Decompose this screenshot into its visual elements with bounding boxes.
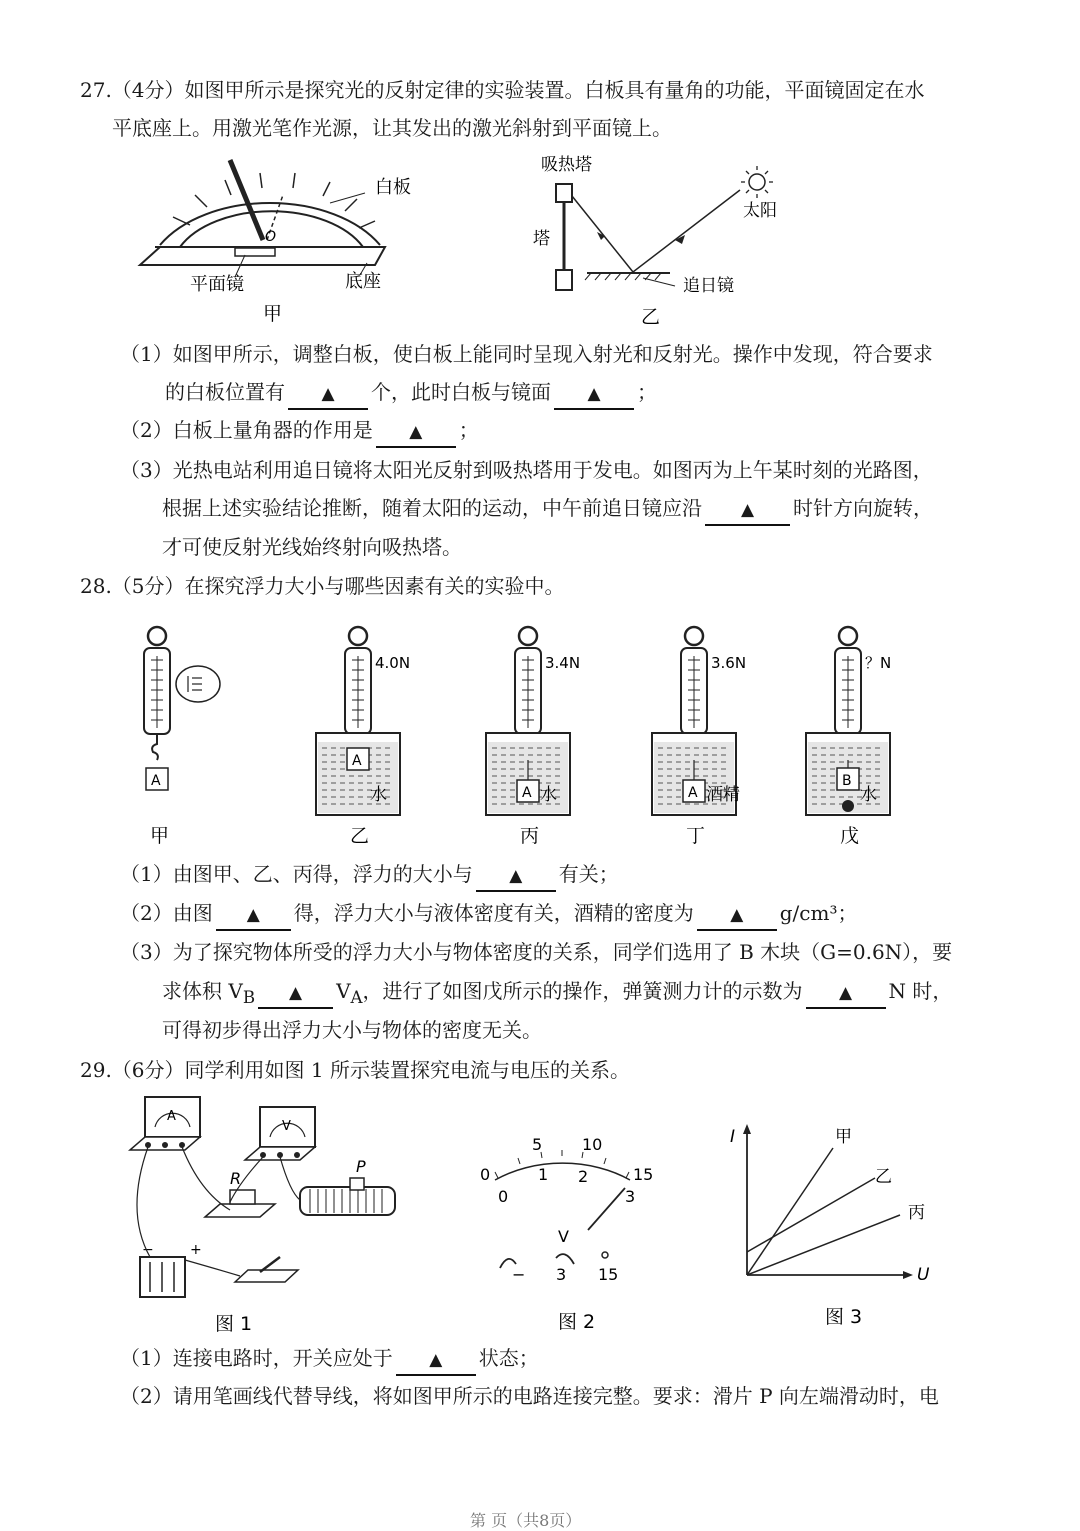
caption-fig1: 图 1: [215, 1313, 253, 1335]
label-tower: 塔: [533, 229, 550, 249]
scale-reading: ？N: [865, 654, 892, 672]
block-label: A: [151, 773, 161, 789]
spring-scale-figure-ding: [636, 620, 776, 850]
circuit-figure: [120, 1092, 420, 1337]
liquid-label: 水: [540, 785, 557, 805]
slider-label: P: [356, 1157, 366, 1176]
label-board: 白板: [375, 177, 411, 198]
q27-part3-line3: 才可使反射光线始终射向吸热塔。: [162, 535, 462, 559]
q28-p3-text1: 求体积 V: [162, 979, 243, 1003]
scale-reading: 3.6N: [711, 654, 747, 672]
q27-p3-text2: 时针方向旋转，: [793, 496, 933, 520]
q28-part3-line1: （3）为了探究物体所受的浮力大小与物体密度的关系，同学们选用了 B 木块（G=0.6N），要: [120, 940, 953, 964]
label-o: O: [265, 229, 277, 245]
block-label: A: [522, 785, 532, 801]
q28-part2: [120, 899, 857, 931]
q27-part3-line2: [162, 494, 933, 526]
q28-p2-text1: （2）由图: [120, 901, 213, 925]
q28-stem: 28.（5分）在探究浮力大小与哪些因素有关的实验中。: [80, 574, 565, 598]
caption: 甲: [150, 825, 170, 847]
q27-stem-line2: 平底座上。用激光笔作光源，让其发出的激光斜射到平面镜上。: [112, 116, 672, 140]
voltmeter-label: V: [282, 1119, 291, 1134]
terminal-3: 3: [556, 1265, 567, 1284]
answer-blank[interactable]: [258, 977, 333, 1009]
caption: 戊: [840, 825, 860, 847]
caption: 乙: [350, 825, 370, 847]
caption: 丙: [520, 825, 540, 847]
scale-top-0: 0: [480, 1165, 491, 1184]
block-label: A: [688, 785, 698, 801]
sinker: [842, 800, 854, 812]
q27-figure-tower: [525, 148, 795, 330]
caption-fig2: 图 2: [558, 1311, 596, 1333]
q29-part1: [120, 1344, 539, 1376]
label-tower-top: 吸热塔: [541, 155, 592, 175]
answer-blank[interactable]: [554, 378, 634, 410]
battery-minus: −: [142, 1242, 154, 1258]
battery-plus: +: [190, 1242, 202, 1258]
q28-part3-line2: [162, 977, 952, 1012]
liquid-label: 水: [370, 785, 387, 805]
terminal-15: 15: [598, 1265, 619, 1284]
q27-part1-line2: [165, 378, 657, 410]
iu-graph-figure: [725, 1120, 960, 1340]
q27-part2: [120, 416, 479, 448]
q28-p2-text3: g/cm³；: [779, 901, 858, 925]
label-line-jia: 甲: [835, 1127, 852, 1147]
sub-b: B: [242, 988, 256, 1007]
scale-top-15: 15: [633, 1165, 654, 1184]
q29-p1-text1: （1）连接电路时，开关应处于: [120, 1346, 393, 1370]
axis-y: I: [730, 1127, 736, 1147]
q29-stem: 29.（6分）同学利用如图 1 所示装置探究电流与电压的关系。: [80, 1058, 630, 1082]
scale-bottom-2: 2: [578, 1167, 589, 1186]
q28-p1-text1: （1）由图甲、乙、丙得，浮力的大小与: [120, 862, 473, 886]
scale-bottom-0: 0: [498, 1187, 509, 1206]
label-line-bing: 丙: [908, 1203, 925, 1223]
voltmeter-scale-figure: [470, 1130, 670, 1340]
q28-part1: [120, 860, 619, 892]
scale-bottom-3: 3: [625, 1187, 636, 1206]
label-base: 底座: [345, 271, 381, 292]
answer-blank[interactable]: [705, 494, 790, 526]
sub-a: A: [350, 988, 363, 1007]
spring-scale-figure-bing: [470, 620, 610, 850]
q27-stem-line1: 27.（4分）如图甲所示是探究光的反射定律的实验装置。白板具有量角的功能，平面镜固定在水: [80, 78, 925, 102]
q27-p2-text1: （2）白板上量角器的作用是: [120, 418, 373, 442]
q27-part3-line1: （3）光热电站利用追日镜将太阳光反射到吸热塔用于发电。如图丙为上午某时刻的光路图，: [120, 458, 933, 482]
caption-fig3: 图 3: [825, 1306, 863, 1328]
caption-yi: 乙: [641, 306, 661, 328]
label-mirror: 平面镜: [190, 274, 244, 295]
q28-p1-text2: 有关；: [558, 862, 619, 886]
block-label: A: [352, 753, 362, 769]
label-tracking-mirror: 追日镜: [683, 276, 734, 296]
liquid-label: 水: [860, 785, 877, 805]
answer-blank[interactable]: [288, 378, 368, 410]
caption: 丁: [686, 825, 706, 847]
answer-blank[interactable]: [376, 416, 456, 448]
scale-bottom-1: 1: [538, 1165, 549, 1184]
q28-p3-text3: ，进行了如图戊所示的操作，弹簧测力计的示数为: [362, 979, 803, 1003]
meter-label: V: [558, 1227, 569, 1246]
resistor-label: R: [230, 1169, 242, 1188]
ammeter-label: A: [167, 1109, 176, 1124]
page-footer: 第 页（共8页）: [470, 1511, 582, 1530]
q27-p1-text3: ；: [637, 380, 657, 404]
axis-x: U: [917, 1265, 930, 1285]
q29-part2: （2）请用笔画线代替导线，将如图甲所示的电路连接完整。要求：滑片 P 向左端滑动时，电: [120, 1384, 939, 1408]
label-sun: 太阳: [743, 201, 777, 221]
q27-p3-text1: 根据上述实验结论推断，随着太阳的运动，中午前追日镜应沿: [162, 496, 702, 520]
answer-blank[interactable]: [216, 899, 291, 931]
terminal-minus: −: [512, 1265, 526, 1284]
spring-scale-figure-wu: [790, 620, 930, 850]
answer-blank[interactable]: [697, 899, 777, 931]
block-label: B: [842, 773, 852, 789]
q27-part1-line1: （1）如图甲所示，调整白板，使白板上能同时呈现入射光和反射光。操作中发现，符合要求: [120, 342, 933, 366]
answer-blank[interactable]: [476, 860, 556, 892]
q27-figure-board: [135, 155, 435, 330]
line-bing: [747, 1215, 900, 1275]
q28-part3-line3: 可得初步得出浮力大小与物体的密度无关。: [162, 1018, 542, 1042]
q28-p3-text2: V: [336, 979, 351, 1003]
line-yi: [747, 1178, 875, 1252]
answer-blank[interactable]: [396, 1344, 476, 1376]
answer-blank[interactable]: [806, 977, 886, 1009]
scale-reading: 4.0N: [375, 654, 411, 672]
q28-p3-text4: N 时，: [888, 979, 953, 1003]
spring-scale-figure-yi: [300, 620, 440, 850]
q27-p2-text2: ；: [458, 418, 479, 442]
q29-p1-text2: 状态；: [478, 1346, 539, 1370]
scale-top-5: 5: [532, 1135, 543, 1154]
q27-p1-text1: 的白板位置有: [165, 380, 285, 404]
spring-scale-figure-jia: [120, 620, 240, 850]
line-jia: [747, 1148, 833, 1275]
liquid-label: 酒精: [706, 785, 740, 805]
q27-p1-text2: 个，此时白板与镜面: [371, 380, 551, 404]
label-line-yi: 乙: [875, 1167, 892, 1187]
caption-jia: 甲: [263, 303, 283, 325]
scale-reading: 3.4N: [545, 654, 581, 672]
q28-p2-text2: 得，浮力大小与液体密度有关，酒精的密度为: [293, 901, 694, 925]
scale-top-10: 10: [582, 1135, 603, 1154]
